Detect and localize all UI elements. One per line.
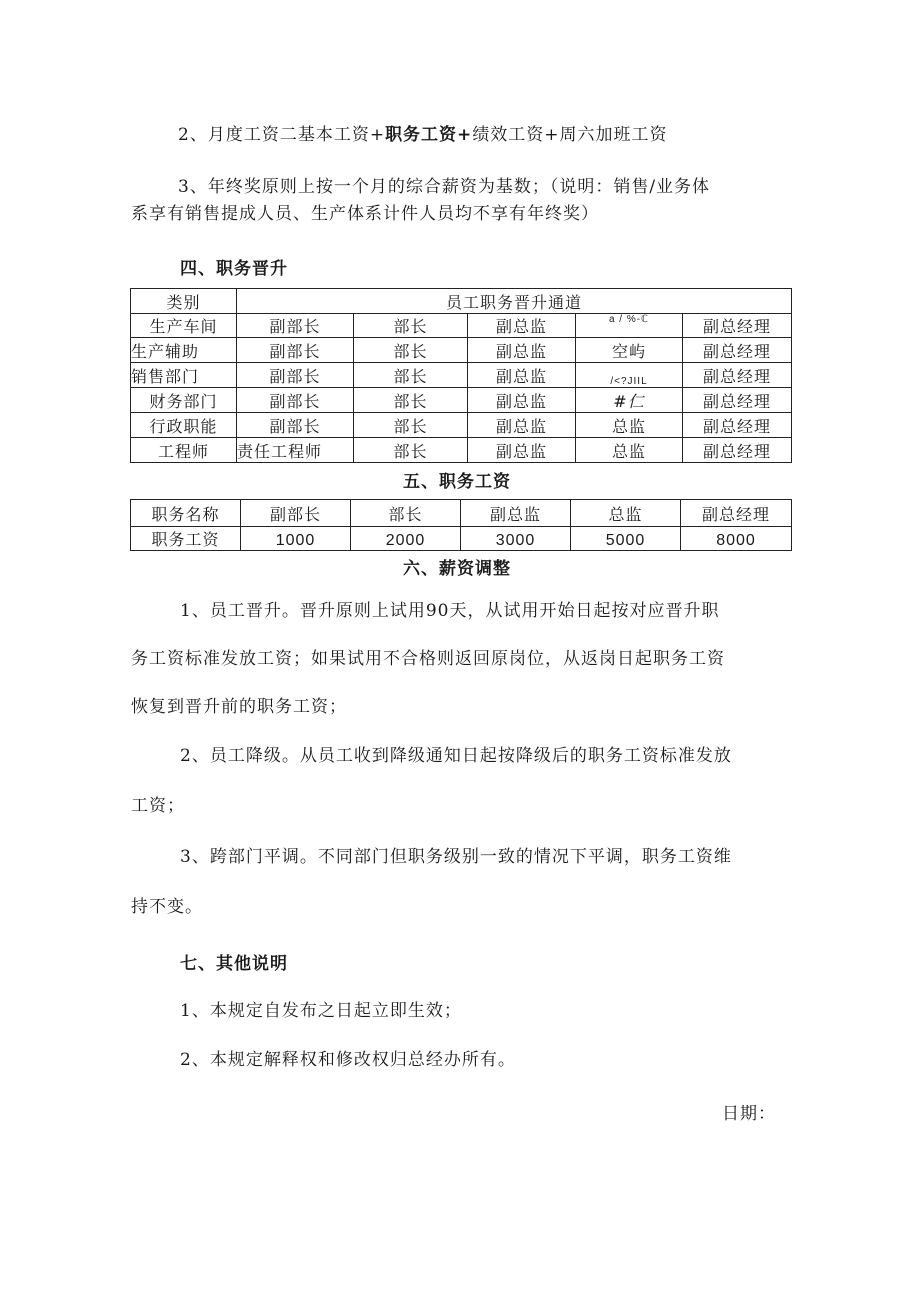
cell-level-4: 空屿 <box>576 338 683 363</box>
table-row <box>131 338 792 363</box>
cell-level-3: 副总监 <box>468 438 576 463</box>
cell-level-1: 副部长 <box>237 314 354 338</box>
promotion-header-row <box>131 289 792 314</box>
salary-formula-prefix: 2、月度工资二基本工资+ <box>178 125 386 145</box>
row-category: 生产辅助 <box>131 338 237 363</box>
salary-table <box>130 499 792 551</box>
cell-level-4: 总监 <box>576 438 683 463</box>
promotion-paragraph-line-2: 务工资标准发放工资；如果试用不合格则返回原岗位，从返岗日起职务工资 <box>131 649 725 669</box>
cell-level-2: 部长 <box>354 338 468 363</box>
cell-level-2: 部长 <box>354 314 468 338</box>
salary-value: 5000 <box>571 527 681 551</box>
cell-level-5: 副总经理 <box>683 388 792 413</box>
demotion-paragraph-line-1: 2、员工降级。从员工收到降级通知日起按降级后的职务工资标准发放 <box>180 746 732 766</box>
salary-formula-bold: 职务工资+ <box>385 125 473 145</box>
cell-level-5: 副总经理 <box>683 363 792 388</box>
section-7-title: 七、其他说明 <box>180 954 288 974</box>
cell-level-3: 副总监 <box>468 388 576 413</box>
table-row <box>131 363 792 388</box>
position-name: 副总监 <box>461 500 571 527</box>
salary-value: 2000 <box>351 527 461 551</box>
other-note-1: 1、本规定自发布之日起立即生效； <box>180 1001 462 1021</box>
position-name-label: 职务名称 <box>131 500 241 527</box>
year-end-bonus-line-2: 系享有销售提成人员、生产体系计件人员均不享有年终奖） <box>131 204 599 224</box>
section-4-title: 四、职务晋升 <box>180 259 288 279</box>
year-end-bonus-line-1: 3、年终奖原则上按一个月的综合薪资为基数；（说明：销售/业务体 <box>178 177 711 197</box>
cell-level-2: 部长 <box>354 363 468 388</box>
cell-level-5: 副总经理 <box>683 438 792 463</box>
cell-level-1: 副部长 <box>237 388 354 413</box>
table-row <box>131 413 792 438</box>
table-row <box>131 438 792 463</box>
position-name: 副总经理 <box>681 500 792 527</box>
row-category: 财务部门 <box>131 388 237 413</box>
transfer-paragraph-line-2: 持不变。 <box>131 897 203 917</box>
cell-level-4: 总监 <box>576 413 683 438</box>
section-6-title: 六、薪资调整 <box>403 559 511 579</box>
cell-level-4: /<?JIIL <box>576 363 683 388</box>
cell-level-4: a / %-ℂ <box>576 314 683 338</box>
position-salary-label: 职务工资 <box>131 527 241 551</box>
demotion-paragraph-line-2: 工资； <box>131 796 185 816</box>
table-row <box>131 314 792 338</box>
table-row <box>131 388 792 413</box>
date-label: 日期： <box>722 1104 776 1124</box>
cell-level-3: 副总监 <box>468 338 576 363</box>
header-category: 类别 <box>131 289 237 314</box>
cell-level-3: 副总监 <box>468 413 576 438</box>
cell-level-3: 副总监 <box>468 363 576 388</box>
row-category: 工程师 <box>131 438 237 463</box>
cell-level-1: 副部长 <box>237 363 354 388</box>
promotion-table <box>130 288 792 463</box>
salary-value: 8000 <box>681 527 792 551</box>
section-5-title: 五、职务工资 <box>403 472 511 492</box>
other-note-2: 2、本规定解释权和修改权归总经办所有。 <box>180 1050 516 1070</box>
salary-formula-line <box>178 124 668 146</box>
cell-level-4: #仁 <box>576 388 683 413</box>
promotion-paragraph-line-3: 恢复到晋升前的职务工资； <box>131 697 347 717</box>
cell-level-1: 责任工程师 <box>237 438 354 463</box>
cell-level-5: 副总经理 <box>683 314 792 338</box>
cell-level-3: 副总监 <box>468 314 576 338</box>
position-name: 总监 <box>571 500 681 527</box>
row-category: 行政职能 <box>131 413 237 438</box>
cell-level-1: 副部长 <box>237 413 354 438</box>
salary-value: 3000 <box>461 527 571 551</box>
cell-level-2: 部长 <box>354 413 468 438</box>
transfer-paragraph-line-1: 3、跨部门平调。不同部门但职务级别一致的情况下平调，职务工资维 <box>180 847 732 867</box>
salary-value: 1000 <box>241 527 351 551</box>
header-promotion-channel: 员工职务晋升通道 <box>237 289 792 314</box>
position-name: 副部长 <box>241 500 351 527</box>
cell-level-2: 部长 <box>354 438 468 463</box>
promotion-paragraph-line-1: 1、员工晋升。晋升原则上试用90天，从试用开始日起按对应晋升职 <box>180 601 720 621</box>
row-category: 生产车间 <box>131 314 237 338</box>
cell-level-5: 副总经理 <box>683 338 792 363</box>
cell-level-5: 副总经理 <box>683 413 792 438</box>
cell-level-2: 部长 <box>354 388 468 413</box>
position-name: 部长 <box>351 500 461 527</box>
salary-formula-suffix: 绩效工资+周六加班工资 <box>472 125 668 145</box>
cell-level-1: 副部长 <box>237 338 354 363</box>
salary-positions-row <box>131 500 792 527</box>
salary-values-row <box>131 527 792 551</box>
row-category: 销售部门 <box>131 363 237 388</box>
